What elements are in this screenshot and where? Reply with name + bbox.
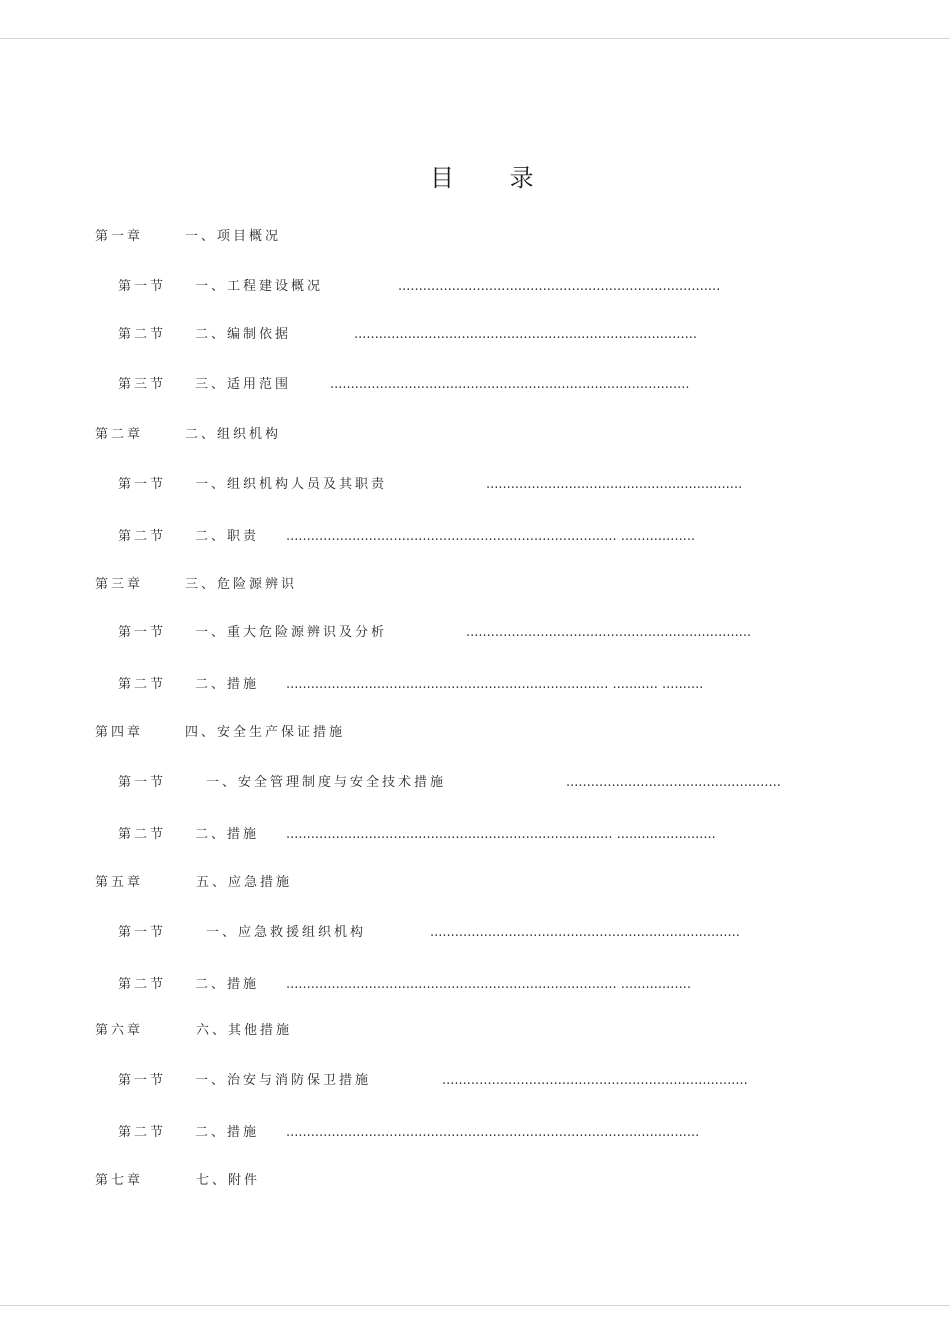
dot-leader: .................................................... [566, 775, 781, 790]
dot-leader: .............................................................. [486, 477, 743, 492]
dot-leader: ....................................................................................... [330, 377, 690, 392]
dot-leader: .............................................................................. [398, 279, 721, 294]
top-divider [0, 38, 950, 39]
toc-chapter-entry[interactable] [0, 872, 950, 894]
chapter-number: 第一章 [95, 229, 144, 244]
toc-chapter-entry[interactable] [0, 226, 950, 248]
bottom-divider [0, 1305, 950, 1306]
toc-chapter-entry[interactable] [0, 1020, 950, 1042]
section-title: 三、适用范围 [195, 377, 292, 392]
section-number: 第二节 [118, 529, 167, 544]
dot-leader: .................................................................................................... [286, 1125, 700, 1140]
section-title: 二、措施 [195, 827, 260, 842]
section-number: 第一节 [118, 477, 167, 492]
toc-section-entry[interactable] [0, 922, 950, 944]
section-title: 二、措施 [195, 1125, 260, 1140]
section-title: 二、措施 [195, 677, 260, 692]
toc-section-entry[interactable] [0, 622, 950, 644]
section-number: 第一节 [118, 775, 167, 790]
chapter-title: 七、附件 [196, 1173, 261, 1188]
toc-chapter-entry[interactable] [0, 722, 950, 744]
section-title: 一、组织机构人员及其职责 [195, 477, 388, 492]
section-number: 第一节 [118, 925, 167, 940]
section-title: 一、工程建设概况 [195, 279, 324, 294]
toc-section-entry[interactable] [0, 474, 950, 496]
section-number: 第二节 [118, 1125, 167, 1140]
section-number: 第一节 [118, 279, 167, 294]
chapter-number: 第二章 [95, 427, 144, 442]
toc-section-entry[interactable] [0, 276, 950, 298]
section-number: 第二节 [118, 977, 167, 992]
dot-leader: ..................................................................... [466, 625, 752, 640]
section-number: 第二节 [118, 327, 167, 342]
toc-section-entry[interactable] [0, 1122, 950, 1144]
chapter-title: 二、组织机构 [185, 427, 282, 442]
section-number: 第三节 [118, 377, 167, 392]
section-title: 一、治安与消防保卫措施 [195, 1073, 372, 1088]
dot-leader: ........................................................................... [430, 925, 740, 940]
chapter-number: 第七章 [95, 1173, 144, 1188]
toc-section-entry[interactable] [0, 772, 950, 794]
section-title: 一、重大危险源辨识及分析 [195, 625, 388, 640]
chapter-title: 一、项目概况 [185, 229, 282, 244]
dot-leader: ................................................................................ ................. [286, 977, 691, 992]
section-title: 一、应急救援组织机构 [206, 925, 367, 940]
toc-section-entry[interactable] [0, 526, 950, 548]
section-number: 第一节 [118, 625, 167, 640]
toc-section-entry[interactable] [0, 974, 950, 996]
dot-leader: ............................................................................... ........................ [286, 827, 716, 842]
toc-chapter-entry[interactable] [0, 574, 950, 596]
chapter-title: 三、危险源辨识 [185, 577, 298, 592]
section-title: 二、职责 [195, 529, 260, 544]
dot-leader: .......................................................................... [442, 1073, 748, 1088]
chapter-number: 第三章 [95, 577, 144, 592]
section-title: 二、措施 [195, 977, 260, 992]
toc-section-entry[interactable] [0, 1070, 950, 1092]
chapter-number: 第四章 [95, 725, 144, 740]
dot-leader: ................................................................................ .................. [286, 529, 696, 544]
chapter-title: 六、其他措施 [196, 1023, 293, 1038]
chapter-title: 五、应急措施 [196, 875, 293, 890]
section-number: 第一节 [118, 1073, 167, 1088]
chapter-number: 第五章 [95, 875, 144, 890]
toc-chapter-entry[interactable] [0, 424, 950, 446]
dot-leader: .............................................................................. ........... .......... [286, 677, 704, 692]
dot-leader: ................................................................................... [354, 327, 697, 342]
chapter-number: 第六章 [95, 1023, 144, 1038]
section-number: 第二节 [118, 677, 167, 692]
toc-chapter-entry[interactable] [0, 1170, 950, 1192]
page-title: 目 录 [430, 164, 558, 192]
toc-section-entry[interactable] [0, 824, 950, 846]
toc-section-entry[interactable] [0, 674, 950, 696]
toc-section-entry[interactable] [0, 374, 950, 396]
section-title: 二、编制依据 [195, 327, 292, 342]
section-number: 第二节 [118, 827, 167, 842]
section-title: 一、安全管理制度与安全技术措施 [206, 775, 447, 790]
chapter-title: 四、安全生产保证措施 [185, 725, 346, 740]
toc-section-entry[interactable] [0, 324, 950, 346]
